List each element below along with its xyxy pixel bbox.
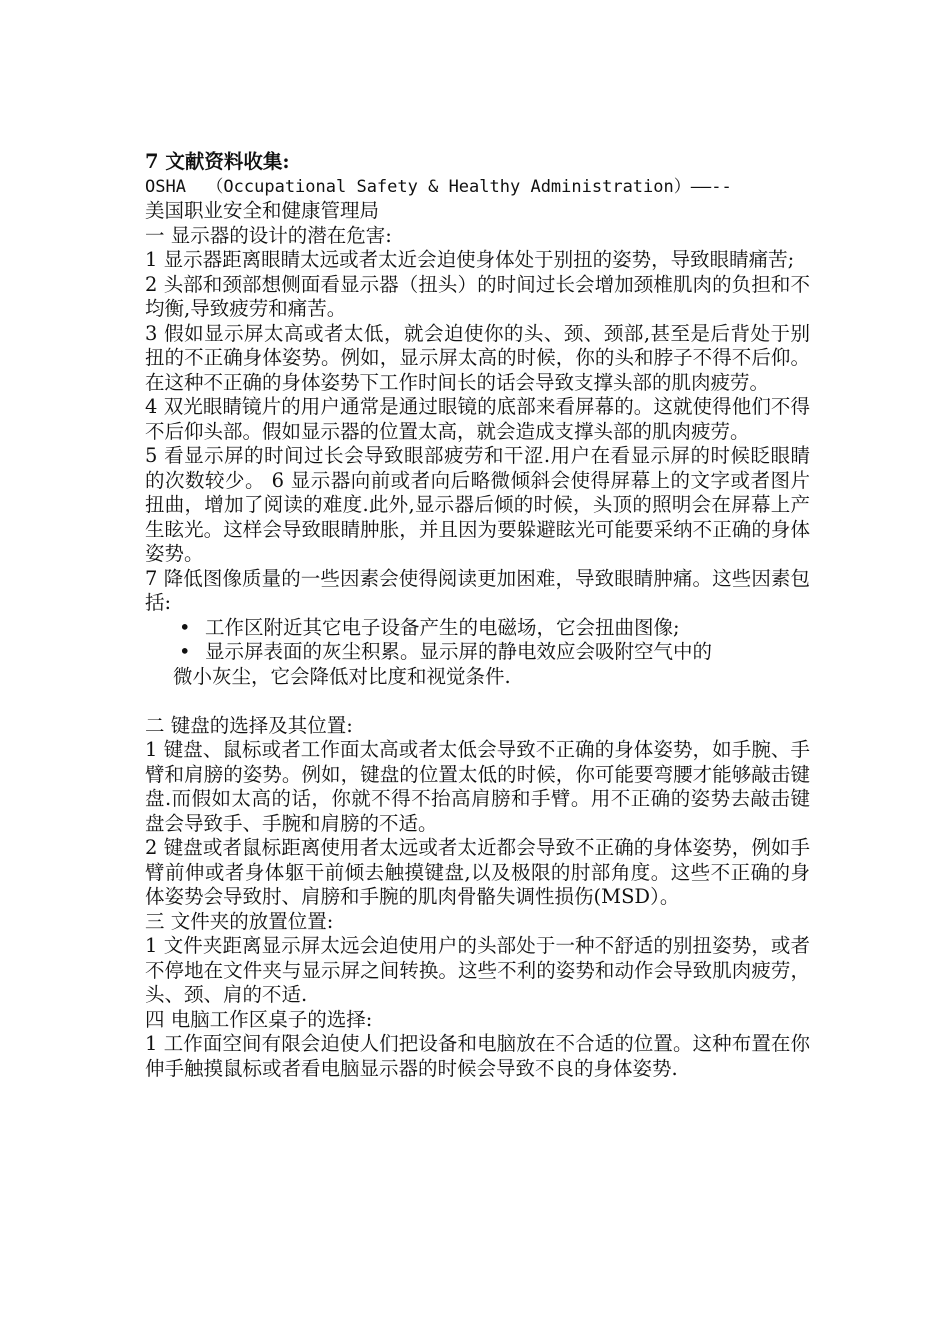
section-2-heading: 二 键盘的选择及其位置: xyxy=(145,713,353,737)
document-body xyxy=(145,150,810,1081)
section-1-item-2: 2 头部和颈部想侧面看显示器（扭头）的时间过长会增加颈椎肌肉的负担和不均衡,导致疲劳和痛苦。 xyxy=(145,272,810,320)
section-1-item-7: 7 降低图像质量的一些因素会使得阅读更加困难，导致眼睛肿痛。这些因素包括: xyxy=(145,566,810,614)
factor-list xyxy=(145,616,810,690)
section-3-heading: 三 文件夹的放置位置: xyxy=(145,909,334,933)
list-item xyxy=(145,640,810,689)
list-item xyxy=(145,616,810,641)
bullet-icon: • xyxy=(179,640,191,663)
section-1-item-5-6: 5 看显示屏的时间过长会导致眼部疲劳和干涩.用户在看显示屏的时候眨眼睛的次数较少。 6 显示器向前或者向后略微倾斜会使得屏幕上的文字或者图片扭曲，增加了阅读的难度.此外,显示器后倾的时候，头顶的照明会在屏幕上产生眩光。这样会导致眼睛肿胀，并且因为要躲避眩光可能要采纳不正确的身体姿势。 xyxy=(145,444,810,565)
document-title: 7 文献资料收集: xyxy=(145,150,290,173)
section-4-item-1: 1 工作面空间有限会迫使人们把设备和电脑放在不合适的位置。这种布置在你伸手触摸鼠标或者看电脑显示器的时候会导致不良的身体姿势. xyxy=(145,1032,810,1080)
section-1-item-4: 4 双光眼睛镜片的用户通常是通过眼镜的底部来看屏幕的。这就使得他们不得不后仰头部。假如显示器的位置太高，就会造成支撑头部的肌肉疲劳。 xyxy=(145,395,810,443)
list-item-text: 工作区附近其它电子设备产生的电磁场，它会扭曲图像; xyxy=(205,615,680,639)
list-item-text-continued: 微小灰尘，它会降低对比度和视觉条件. xyxy=(173,664,511,688)
section-4-heading: 四 电脑工作区桌子的选择: xyxy=(145,1007,373,1031)
section-2-item-2: 2 键盘或者鼠标距离使用者太远或者太近都会导致不正确的身体姿势，例如手臂前伸或者身体躯干前倾去触摸键盘,以及极限的肘部角度。这些不正确的身体姿势会导致肘、肩膀和手腕的肌肉骨骼失调性损伤(MSD）。 xyxy=(145,836,810,908)
list-item-text: 显示屏表面的灰尘积累。显示屏的静电效应会吸附空气中的 xyxy=(205,640,713,663)
osha-name-line: OSHA （Occupational Safety & Healthy Administration）——-- xyxy=(145,176,732,197)
section-2-item-1: 1 键盘、鼠标或者工作面太高或者太低会导致不正确的身体姿势，如手腕、手臂和肩膀的姿势。例如，键盘的位置太低的时候，你可能要弯腰才能够敲击键盘.而假如太高的话，你就不得不抬高肩膀和手臂。用不正确的姿势去敲击键盘会导致手、手腕和肩膀的不适。 xyxy=(145,738,810,835)
section-3-item-1: 1 文件夹距离显示屏太远会迫使用户的头部处于一种不舒适的别扭姿势，或者不停地在文件夹与显示屏之间转换。这些不利的姿势和动作会导致肌肉疲劳，头、颈、肩的不适. xyxy=(145,934,810,1006)
section-1-item-3: 3 假如显示屏太高或者太低，就会迫使你的头、颈、颈部,甚至是后背处于别扭的不正确身体姿势。例如，显示屏太高的时候，你的头和脖子不得不后仰。在这种不正确的身体姿势下工作时间长的话会导致支撑头部的肌肉疲劳。 xyxy=(145,321,810,394)
bullet-icon: • xyxy=(179,615,191,639)
osha-chinese-name: 美国职业安全和健康管理局 xyxy=(145,199,380,222)
section-1-heading: 一 显示器的设计的潜在危害: xyxy=(145,223,392,247)
blank-line xyxy=(145,689,810,714)
section-1-item-1: 1 显示器距离眼睛太远或者太近会迫使身体处于别扭的姿势，导致眼睛痛苦; xyxy=(145,248,795,271)
